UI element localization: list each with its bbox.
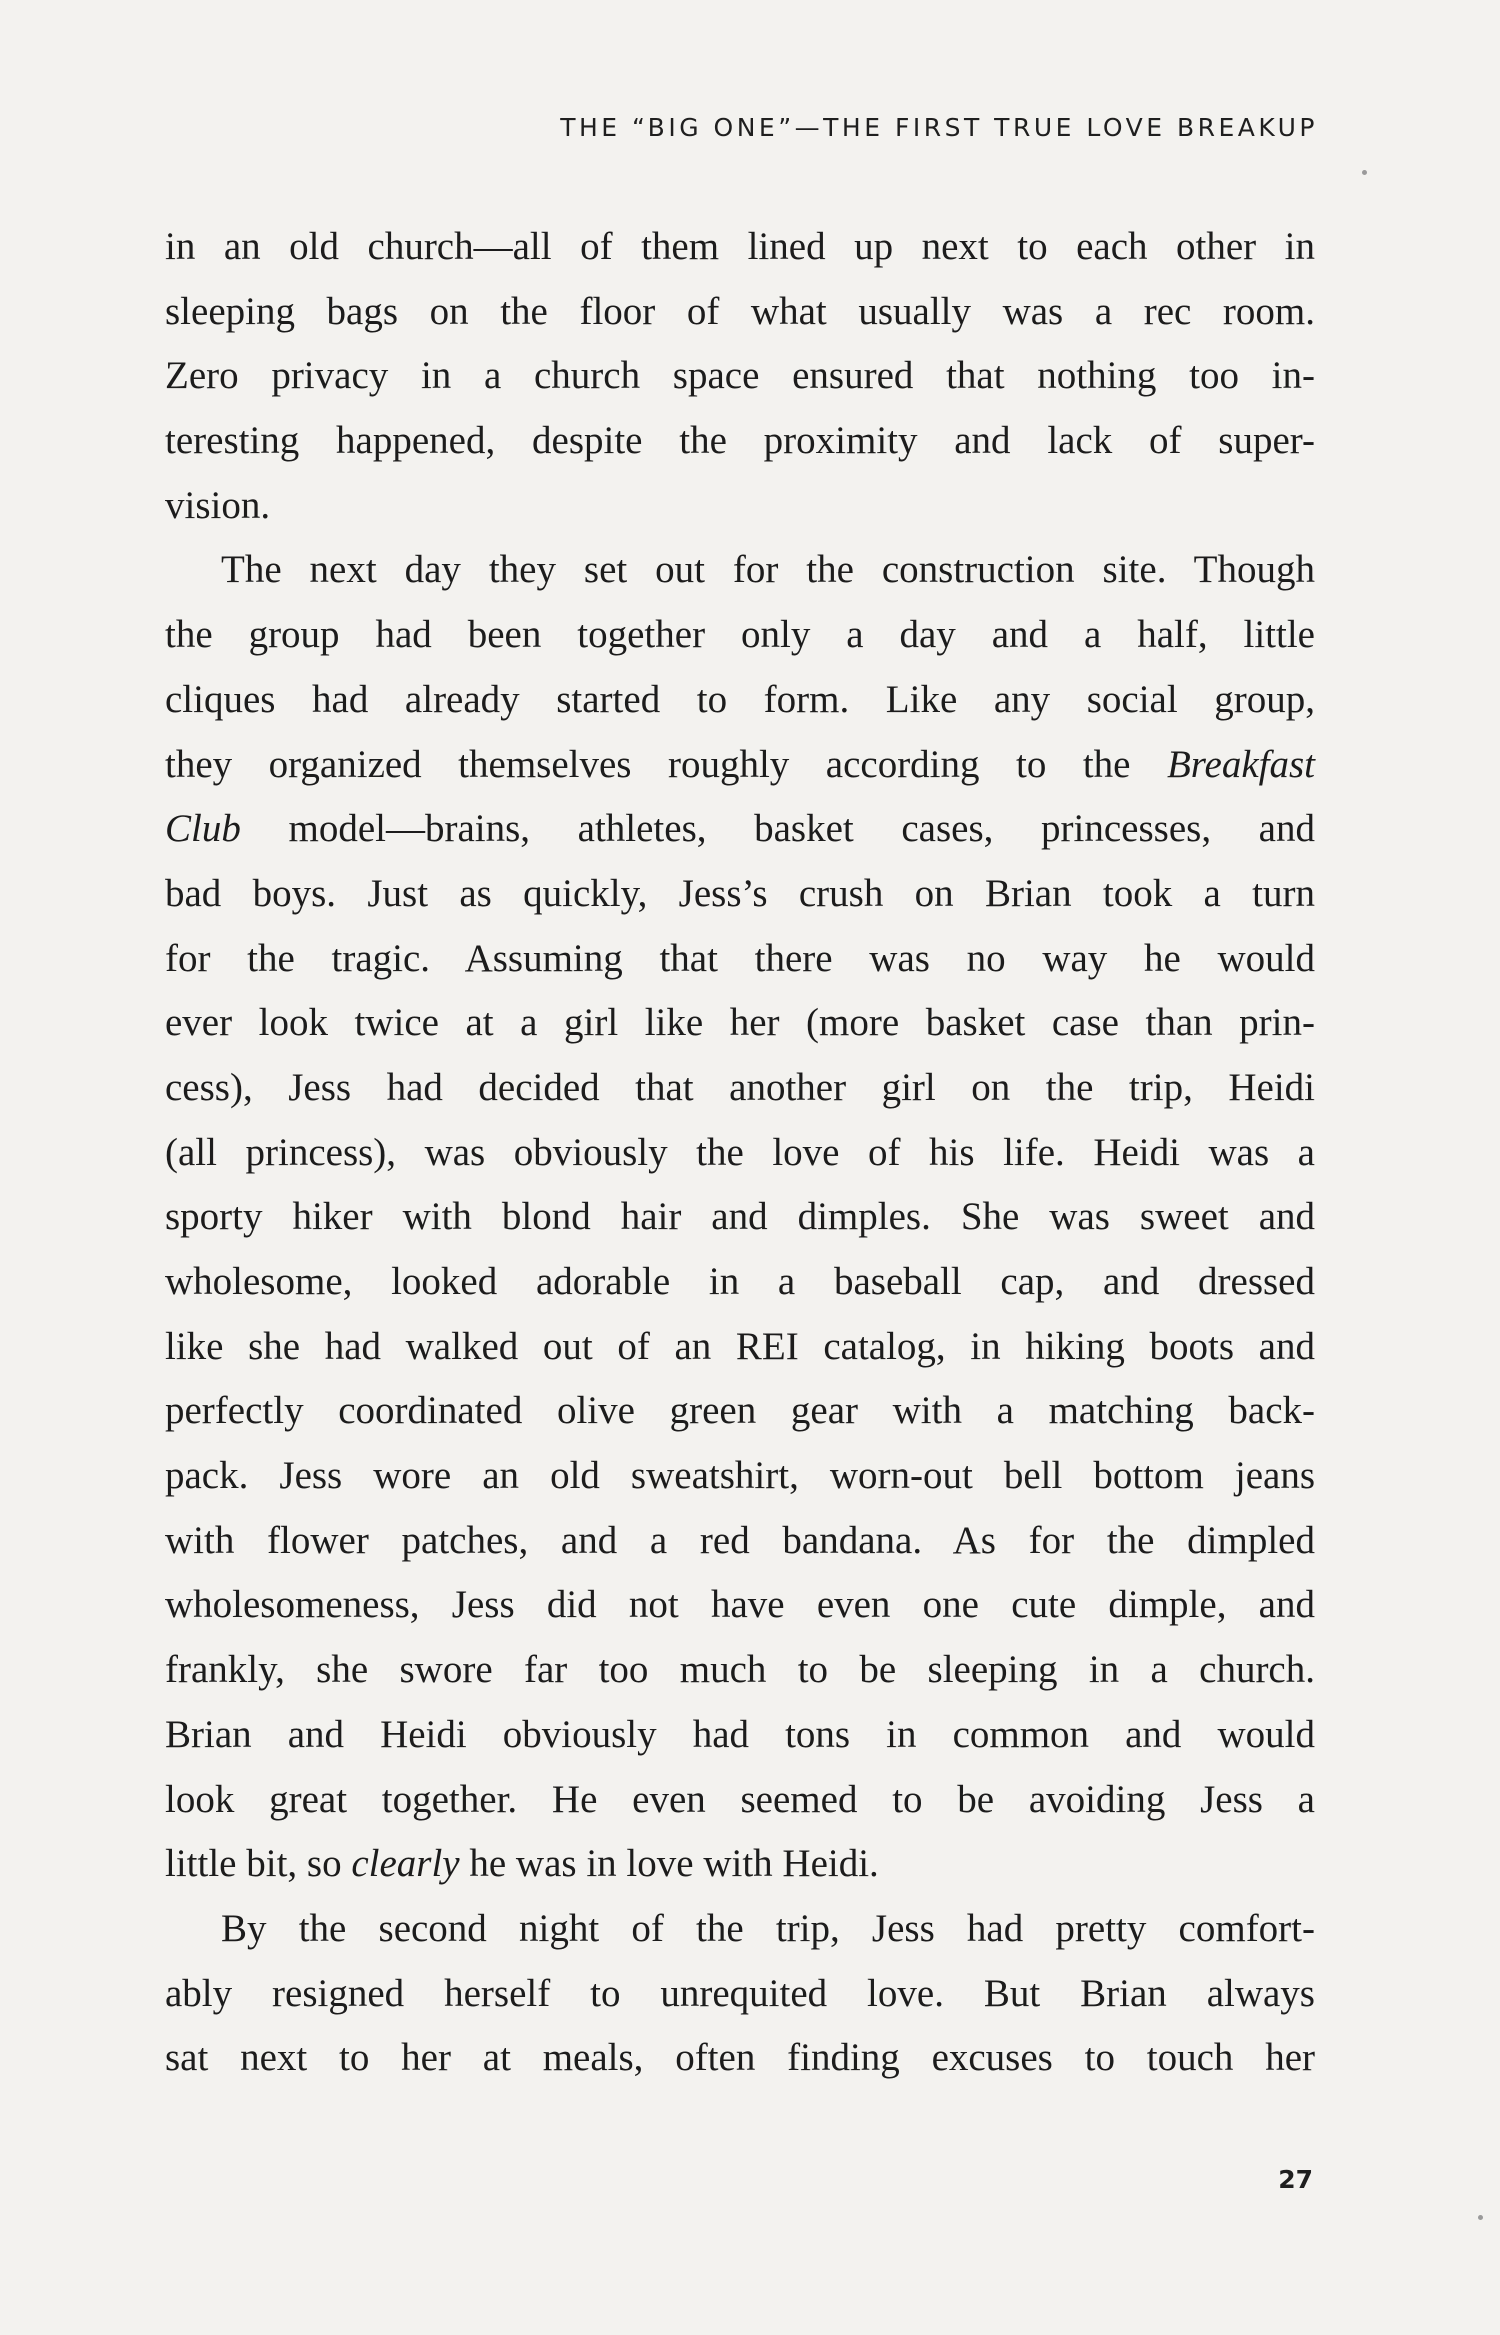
text-line (165, 733, 1315, 798)
text-segment: they organized themselves roughly according to the (165, 742, 1167, 786)
text-segment: perfectly coordinated olive green gear with a matching back- (165, 1389, 1315, 1433)
text-line (165, 668, 1315, 733)
text-segment: little bit, so (165, 1842, 352, 1886)
text-line (165, 474, 1315, 539)
text-segment: bad boys. Just as quickly, Jess’s crush on Brian took a turn (165, 871, 1315, 915)
text-segment: like she had walked out of an REI catalog, in hiking boots and (165, 1324, 1315, 1368)
text-segment: wholesomeness, Jess did not have even one cute dimple, and (165, 1583, 1315, 1627)
text-line (165, 1509, 1315, 1574)
text-line (165, 1703, 1315, 1768)
text-segment: wholesome, looked adorable in a baseball cap, and dressed (165, 1260, 1315, 1303)
text-line (165, 1962, 1315, 2027)
text-line (165, 862, 1315, 927)
text-line (165, 991, 1315, 1056)
text-segment: in an old church—all of them lined up next to each other in (165, 225, 1315, 268)
text-segment: the group had been together only a day and a half, little (165, 613, 1315, 657)
text-line (165, 409, 1315, 474)
running-head: THE “BIG ONE”—THE FIRST TRUE LOVE BREAKUP (560, 113, 1318, 142)
text-segment: he was in love with Heidi. (459, 1842, 879, 1886)
italic-text: Breakfast (1166, 742, 1315, 786)
text-line (165, 797, 1315, 862)
text-line (165, 1315, 1315, 1380)
text-line (165, 1897, 1315, 1962)
text-line (165, 603, 1315, 668)
page-number: 27 (1278, 2165, 1313, 2194)
text-line (165, 1379, 1315, 1444)
text-segment: teresting happened, despite the proximity and lack of super- (165, 419, 1315, 463)
body-text (165, 215, 1315, 2091)
paper-speck (1362, 170, 1367, 175)
text-segment: sat next to her at meals, often finding excuses to touch her (165, 2036, 1315, 2080)
text-segment: for the tragic. Assuming that there was no way he would (165, 936, 1315, 980)
text-line (165, 1573, 1315, 1638)
text-segment: sleeping bags on the floor of what usually was a rec room. (165, 289, 1315, 333)
text-segment: ever look twice at a girl like her (more basket case than prin- (165, 1001, 1315, 1045)
text-segment: cliques had already started to form. Like any social group, (165, 677, 1315, 721)
text-line (165, 215, 1315, 280)
text-segment: By the second night of the trip, Jess had pretty comfort- (221, 1906, 1315, 1950)
text-segment: Brian and Heidi obviously had tons in common and would (165, 1712, 1315, 1756)
text-line (165, 1121, 1315, 1186)
italic-text: Club (165, 807, 241, 851)
text-segment: model—brains, athletes, basket cases, princesses, and (240, 807, 1315, 851)
text-line (165, 538, 1315, 603)
text-segment: vision. (165, 483, 271, 527)
text-segment: ably resigned herself to unrequited love. But Brian always (165, 1971, 1315, 2015)
text-segment: pack. Jess wore an old sweatshirt, worn-out bell bottom jeans (165, 1454, 1315, 1498)
text-line (165, 1250, 1315, 1315)
text-line (165, 1056, 1315, 1121)
text-segment: The next day they set out for the construction site. Though (221, 548, 1315, 592)
italic-text: clearly (351, 1842, 460, 1886)
text-segment: Zero privacy in a church space ensured that nothing too in- (165, 354, 1315, 398)
text-line (165, 1185, 1315, 1250)
paper-speck (1478, 2215, 1483, 2220)
text-segment: look great together. He even seemed to be avoiding Jess a (165, 1777, 1315, 1821)
text-line (165, 344, 1315, 409)
text-line (165, 1638, 1315, 1703)
text-line (165, 2026, 1315, 2091)
text-segment: cess), Jess had decided that another girl on the trip, Heidi (165, 1065, 1315, 1109)
text-line (165, 1768, 1315, 1833)
text-segment: (all princess), was obviously the love of his life. Heidi was a (165, 1130, 1315, 1174)
text-segment: with flower patches, and a red bandana. As for the dimpled (165, 1518, 1315, 1562)
text-segment: frankly, she swore far too much to be sleeping in a church. (165, 1648, 1315, 1692)
text-line (165, 280, 1315, 345)
text-segment: sporty hiker with blond hair and dimples. She was sweet and (165, 1195, 1315, 1239)
text-line (165, 1832, 1315, 1897)
text-line (165, 927, 1315, 992)
text-line (165, 1444, 1315, 1509)
